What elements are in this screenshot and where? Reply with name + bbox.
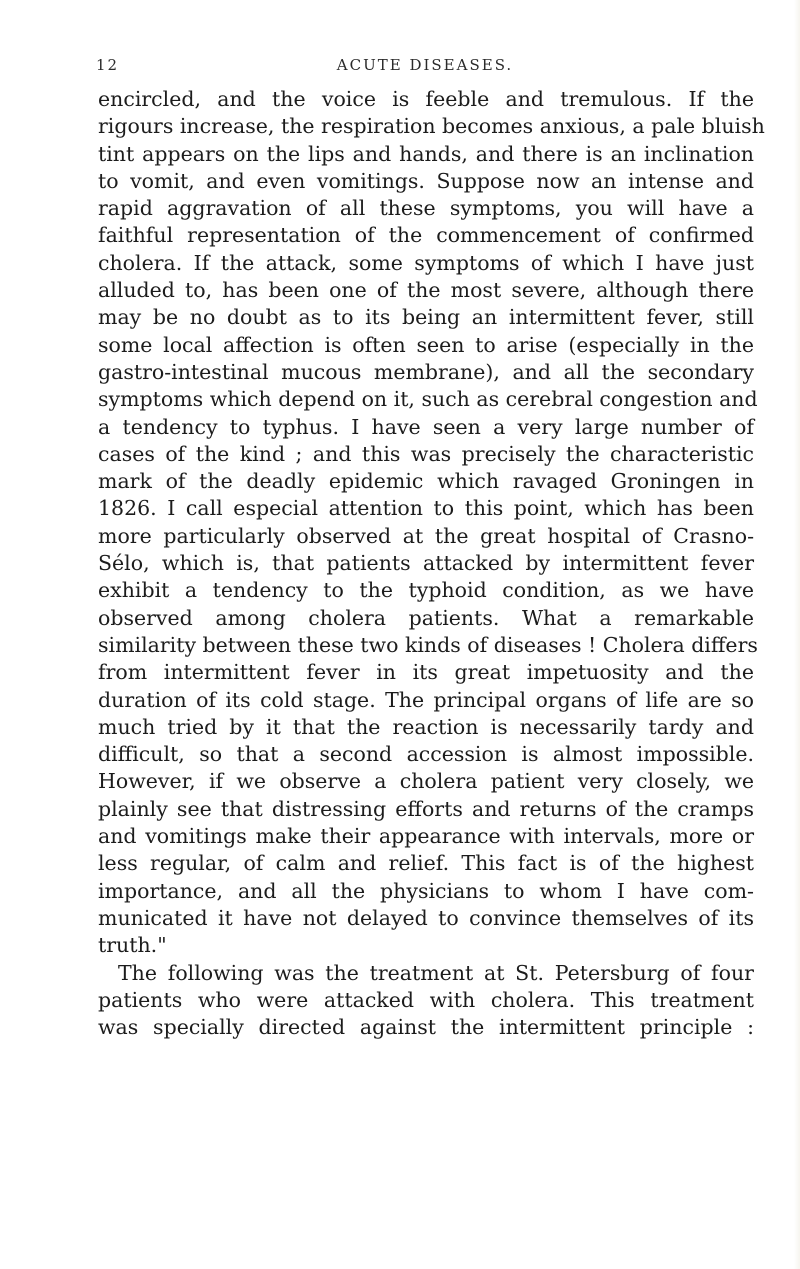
text-line: encircled, and the voice is feeble and tremulous. If the [98, 87, 754, 111]
text-line: was specially directed against the intermittent principle : [98, 1015, 754, 1040]
text-line: mark of the deadly epidemic which ravaged Groningen in [98, 469, 754, 494]
body-text [98, 86, 765, 1041]
text-line: tint appears on the lips and hands, and there is an inclination [98, 141, 754, 166]
page-edge-shadow [794, 0, 800, 1269]
text-line: exhibit a tendency to the typhoid condition, as we have [98, 578, 754, 603]
running-head [96, 56, 754, 78]
text-line: However, if we observe a cholera patient very closely, we [98, 769, 754, 794]
text-line: difficult, so that a second accession is almost impossible. [98, 742, 754, 767]
text-line: may be no doubt as to its being an intermittent fever, still [98, 305, 754, 330]
page-number: 12 [96, 56, 120, 74]
text-line: similarity between these two kinds of diseases ! Cholera differs [98, 632, 758, 657]
running-title: ACUTE DISEASES. [336, 56, 514, 74]
text-line: 1826. I call especial attention to this point, which has been [98, 496, 754, 521]
text-line: Sélo, which is, that patients attacked by intermittent fever [98, 551, 754, 576]
text-line: some local affection is often seen to arise (especially in the [98, 332, 754, 357]
text-line: municated it have not delayed to convince themselves of its [98, 905, 754, 930]
text-line: a tendency to typhus. I have seen a very large number of [98, 414, 754, 439]
text-line: from intermittent fever in its great impetuosity and the [98, 660, 754, 685]
text-line: truth." [98, 933, 167, 958]
text-line: duration of its cold stage. The principal organs of life are so [98, 687, 754, 712]
text-line: symptoms which depend on it, such as cerebral congestion and [98, 387, 758, 412]
text-line: rigours increase, the respiration becomes anxious, a pale bluish [98, 114, 765, 139]
text-line: and vomitings make their appearance with intervals, more or [98, 824, 754, 849]
text-line: rapid aggravation of all these symptoms, you will have a [98, 196, 754, 221]
text-line: cases of the kind ; and this was precisely the characteristic [98, 441, 754, 466]
text-line: much tried by it that the reaction is necessarily tardy and [98, 714, 754, 739]
text-line: more particularly observed at the great hospital of Crasno- [98, 523, 754, 548]
text-line: plainly see that distressing efforts and returns of the cramps [98, 796, 754, 821]
text-line: gastro-intestinal mucous membrane), and all the secondary [98, 359, 754, 384]
text-line: importance, and all the physicians to whom I have com- [98, 878, 754, 903]
text-line: to vomit, and even vomitings. Suppose now an intense and [98, 168, 754, 193]
text-line: patients who were attacked with cholera. This treatment [98, 987, 754, 1012]
text-line: cholera. If the attack, some symptoms of which I have just [98, 250, 754, 275]
text-line: The following was the treatment at St. Petersburg of four [118, 960, 754, 985]
text-line: observed among cholera patients. What a remarkable [98, 605, 754, 630]
text-line: less regular, of calm and relief. This fact is of the highest [98, 851, 754, 876]
text-line: alluded to, has been one of the most severe, although there [98, 278, 754, 303]
text-line: faithful representation of the commencement of confirmed [98, 223, 754, 248]
